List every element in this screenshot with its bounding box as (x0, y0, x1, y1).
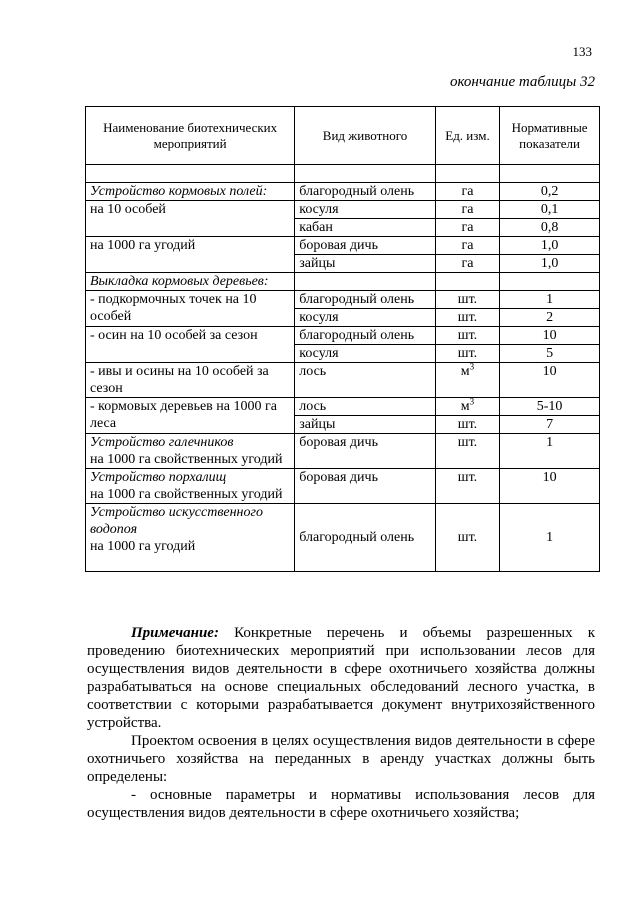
event-cell: - подкормочных точек на 10 особей (86, 291, 295, 327)
value-cell: 0,8 (500, 219, 600, 237)
unit-cell: га (435, 255, 499, 273)
table-row (86, 434, 600, 469)
paragraph: Проектом освоения в целях осуществления видов деятельности в сфере охотничьего хозяйства на переданных в аренду участках должны быть определены: (87, 733, 595, 785)
value-cell: 1,0 (500, 237, 600, 255)
unit-cell: шт. (435, 309, 499, 327)
animal-cell: косуля (295, 201, 436, 219)
unit-cell: шт. (435, 504, 499, 572)
value-cell: 2 (500, 309, 600, 327)
value-cell: 10 (500, 363, 600, 398)
body-text (87, 624, 595, 822)
note-text: Конкретные перечень и объемы разрешенных к проведению биотехнических мероприятий при использовании лесов для осуществления видов деятельности в сфере охотничьего хозяйства должны разрабатываться на основе специальных обследований лесного участка, в соответствии с которыми разрабатывается документ внутрихозяйственного устройства. (87, 625, 595, 731)
animal-cell: кабан (295, 219, 436, 237)
animal-cell: благородный олень (295, 291, 436, 309)
unit-cell: га (435, 237, 499, 255)
note-paragraph (87, 624, 595, 732)
header-unit: Ед. изм. (435, 107, 499, 165)
header-event: Наименование биотехнических мероприятий (86, 107, 295, 165)
animal-cell: благородный олень (295, 327, 436, 345)
event-cell: Устройство искусственного водопоя на 1000 га угодий (86, 504, 295, 572)
table-row (86, 201, 600, 219)
value-cell: 5-10 (500, 398, 600, 416)
animal-cell: косуля (295, 345, 436, 363)
animal-cell: благородный олень (295, 504, 436, 572)
value-cell: 0,1 (500, 201, 600, 219)
value-cell: 10 (500, 327, 600, 345)
value-cell: 5 (500, 345, 600, 363)
table-row (86, 469, 600, 504)
unit-cell: шт. (435, 434, 499, 469)
unit-cell: шт. (435, 345, 499, 363)
table-row (86, 237, 600, 255)
value-cell: 1 (500, 291, 600, 309)
page-number: 133 (572, 44, 592, 59)
unit-cell: га (435, 183, 499, 201)
event-cell: Устройство порхалищ на 1000 га свойственных угодий (86, 469, 295, 504)
norms-table (85, 106, 600, 572)
paragraph: - основные параметры и нормативы использования лесов для осуществления видов деятельности в сфере охотничьего хозяйства; (87, 787, 595, 821)
unit-cell: $м^3$ (435, 398, 499, 416)
unit-cell: $м^3$ (435, 363, 499, 398)
event-cell: - осин на 10 особей за сезон (86, 327, 295, 363)
table-row (86, 363, 600, 398)
unit-cell: шт. (435, 469, 499, 504)
note-label: Примечание: (131, 625, 219, 641)
table-row (86, 273, 600, 291)
event-cell: - ивы и осины на 10 особей за сезон (86, 363, 295, 398)
table-row (86, 291, 600, 309)
value-cell: 7 (500, 416, 600, 434)
unit-cell: га (435, 219, 499, 237)
table-row (86, 398, 600, 416)
event-cell: Устройство кормовых полей: (86, 183, 295, 201)
unit-cell: шт. (435, 291, 499, 309)
value-cell: 1,0 (500, 255, 600, 273)
value-cell: 1 (500, 504, 600, 572)
unit-cell: шт. (435, 416, 499, 434)
animal-cell: благородный олень (295, 183, 436, 201)
event-cell: Выкладка кормовых деревьев: (86, 273, 295, 291)
value-cell: 0,2 (500, 183, 600, 201)
event-cell: - кормовых деревьев на 1000 га леса (86, 398, 295, 434)
animal-cell: зайцы (295, 255, 436, 273)
header-animal: Вид животного (295, 107, 436, 165)
table-row (86, 504, 600, 572)
animal-cell: косуля (295, 309, 436, 327)
value-cell: 1 (500, 434, 600, 469)
unit-cell: шт. (435, 327, 499, 345)
table-row (86, 327, 600, 345)
event-cell: Устройство галечников на 1000 га свойственных угодий (86, 434, 295, 469)
event-cell: на 1000 га угодий (86, 237, 295, 273)
table-row (86, 183, 600, 201)
animal-cell: зайцы (295, 416, 436, 434)
animal-cell: лось (295, 398, 436, 416)
animal-cell: боровая дичь (295, 434, 436, 469)
table-spacer-row (86, 165, 600, 183)
event-cell: на 10 особей (86, 201, 295, 237)
table-caption: окончание таблицы 32 (449, 74, 595, 90)
animal-cell: боровая дичь (295, 469, 436, 504)
animal-cell: боровая дичь (295, 237, 436, 255)
value-cell: 10 (500, 469, 600, 504)
header-value: Нормативные показатели (500, 107, 600, 165)
table-header-row (86, 107, 600, 165)
animal-cell: лось (295, 363, 436, 398)
unit-cell: га (435, 201, 499, 219)
